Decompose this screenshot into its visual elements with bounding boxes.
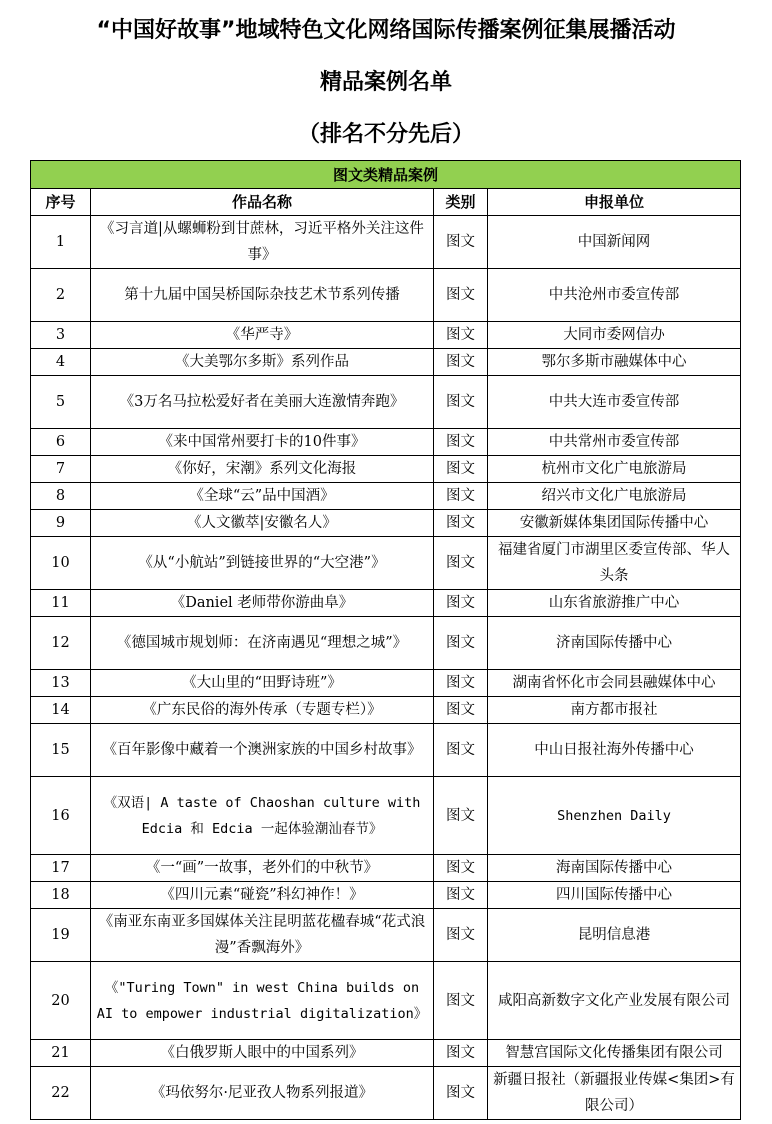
row-unit: 海南国际传播中心	[488, 855, 741, 882]
col-header-title: 作品名称	[91, 189, 434, 216]
row-type: 图文	[434, 429, 488, 456]
row-unit: 绍兴市文化广电旅游局	[488, 483, 741, 510]
row-number: 11	[31, 590, 91, 617]
row-title: 《从“小航站”到链接世界的“大空港”》	[91, 537, 434, 590]
row-type: 图文	[434, 322, 488, 349]
row-number: 9	[31, 510, 91, 537]
row-unit: 咸阳高新数字文化产业发展有限公司	[488, 962, 741, 1040]
row-title: 《四川元素“碰瓷”科幻神作！》	[91, 882, 434, 909]
row-type: 图文	[434, 376, 488, 429]
table-row	[31, 962, 741, 1040]
row-title: 《"Turing Town" in west China builds on AI to empower industrial digitalization》	[91, 962, 434, 1040]
row-type: 图文	[434, 510, 488, 537]
table-row	[31, 483, 741, 510]
table-row	[31, 670, 741, 697]
row-unit: 新疆日报社（新疆报业传媒<集团>有限公司）	[488, 1067, 741, 1120]
row-number: 15	[31, 724, 91, 777]
row-unit: 济南国际传播中心	[488, 617, 741, 670]
table-row	[31, 1067, 741, 1120]
row-title: 《3万名马拉松爱好者在美丽大连激情奔跑》	[91, 376, 434, 429]
row-type: 图文	[434, 855, 488, 882]
row-title: 《南亚东南亚多国媒体关注昆明蓝花楹春城“花式浪漫”香飘海外》	[91, 909, 434, 962]
row-type: 图文	[434, 1067, 488, 1120]
row-title: 《一“画”一故事，老外们的中秋节》	[91, 855, 434, 882]
page-subtitle: 精品案例名单	[319, 70, 452, 95]
table-row	[31, 777, 741, 855]
row-type: 图文	[434, 537, 488, 590]
cases-table	[30, 160, 741, 1120]
row-type: 图文	[434, 882, 488, 909]
row-type: 图文	[434, 349, 488, 376]
column-header-row	[31, 189, 741, 216]
section-title: 图文类精品案例	[31, 161, 741, 189]
table-row	[31, 510, 741, 537]
row-type: 图文	[434, 777, 488, 855]
table-row	[31, 590, 741, 617]
row-unit: 南方都市报社	[488, 697, 741, 724]
row-type: 图文	[434, 269, 488, 322]
row-type: 图文	[434, 1040, 488, 1067]
row-type: 图文	[434, 590, 488, 617]
row-number: 8	[31, 483, 91, 510]
row-number: 4	[31, 349, 91, 376]
table-row	[31, 456, 741, 483]
row-type: 图文	[434, 456, 488, 483]
row-type: 图文	[434, 216, 488, 269]
table-row	[31, 429, 741, 456]
row-unit: 安徽新媒体集团国际传播中心	[488, 510, 741, 537]
table-row	[31, 724, 741, 777]
row-title: 《德国城市规划师：在济南遇见“理想之城”》	[91, 617, 434, 670]
row-title: 《大美鄂尔多斯》系列作品	[91, 349, 434, 376]
row-unit: 智慧宫国际文化传播集团有限公司	[488, 1040, 741, 1067]
row-number: 17	[31, 855, 91, 882]
row-number: 21	[31, 1040, 91, 1067]
row-number: 5	[31, 376, 91, 429]
page-title: “中国好故事”地域特色文化网络国际传播案例征集展播活动	[96, 18, 676, 43]
row-unit: 杭州市文化广电旅游局	[488, 456, 741, 483]
row-unit: 四川国际传播中心	[488, 882, 741, 909]
row-title: 《双语| A taste of Chaoshan culture with Edcia 和 Edcia 一起体验潮汕春节》	[91, 777, 434, 855]
row-number: 3	[31, 322, 91, 349]
row-unit: 中山日报社海外传播中心	[488, 724, 741, 777]
row-title: 《大山里的“田野诗班”》	[91, 670, 434, 697]
row-title: 《白俄罗斯人眼中的中国系列》	[91, 1040, 434, 1067]
row-title: 《全球“云”品中国酒》	[91, 483, 434, 510]
table-row	[31, 697, 741, 724]
row-unit: 福建省厦门市湖里区委宣传部、华人头条	[488, 537, 741, 590]
table-row	[31, 537, 741, 590]
row-unit: 中共大连市委宣传部	[488, 376, 741, 429]
row-number: 2	[31, 269, 91, 322]
row-number: 19	[31, 909, 91, 962]
row-unit: 山东省旅游推广中心	[488, 590, 741, 617]
col-header-unit: 申报单位	[488, 189, 741, 216]
row-type: 图文	[434, 483, 488, 510]
row-number: 22	[31, 1067, 91, 1120]
section-header-row	[31, 161, 741, 189]
table-body	[31, 216, 741, 1120]
row-unit: 中国新闻网	[488, 216, 741, 269]
table-row	[31, 617, 741, 670]
row-title: 《人文徽萃|安徽名人》	[91, 510, 434, 537]
row-title: 《来中国常州要打卡的10件事》	[91, 429, 434, 456]
table-row	[31, 909, 741, 962]
row-title: 《习言道|从螺蛳粉到甘蔗林，习近平格外关注这件事》	[91, 216, 434, 269]
row-number: 12	[31, 617, 91, 670]
row-type: 图文	[434, 909, 488, 962]
row-number: 20	[31, 962, 91, 1040]
row-unit: Shenzhen Daily	[488, 777, 741, 855]
row-number: 13	[31, 670, 91, 697]
row-number: 16	[31, 777, 91, 855]
table-row	[31, 322, 741, 349]
row-type: 图文	[434, 962, 488, 1040]
ranking-note: （排名不分先后）	[297, 122, 474, 147]
row-type: 图文	[434, 670, 488, 697]
table-row	[31, 1040, 741, 1067]
row-title: 第十九届中国吴桥国际杂技艺术节系列传播	[91, 269, 434, 322]
row-number: 10	[31, 537, 91, 590]
row-title: 《华严寺》	[91, 322, 434, 349]
row-unit: 中共沧州市委宣传部	[488, 269, 741, 322]
row-title: 《你好，宋潮》系列文化海报	[91, 456, 434, 483]
row-type: 图文	[434, 724, 488, 777]
row-title: 《广东民俗的海外传承（专题专栏）》	[91, 697, 434, 724]
row-number: 6	[31, 429, 91, 456]
table-row	[31, 216, 741, 269]
table-row	[31, 882, 741, 909]
row-number: 7	[31, 456, 91, 483]
col-header-type: 类别	[434, 189, 488, 216]
row-unit: 昆明信息港	[488, 909, 741, 962]
row-title: 《百年影像中藏着一个澳洲家族的中国乡村故事》	[91, 724, 434, 777]
table-row	[31, 855, 741, 882]
row-unit: 鄂尔多斯市融媒体中心	[488, 349, 741, 376]
table-row	[31, 269, 741, 322]
row-number: 18	[31, 882, 91, 909]
table-row	[31, 376, 741, 429]
row-type: 图文	[434, 617, 488, 670]
row-unit: 中共常州市委宣传部	[488, 429, 741, 456]
row-number: 1	[31, 216, 91, 269]
table-row	[31, 349, 741, 376]
col-header-number: 序号	[31, 189, 91, 216]
row-unit: 湖南省怀化市会同县融媒体中心	[488, 670, 741, 697]
row-title: 《玛依努尔·尼亚孜人物系列报道》	[91, 1067, 434, 1120]
row-title: 《Daniel 老师带你游曲阜》	[91, 590, 434, 617]
row-unit: 大同市委网信办	[488, 322, 741, 349]
row-type: 图文	[434, 697, 488, 724]
row-number: 14	[31, 697, 91, 724]
